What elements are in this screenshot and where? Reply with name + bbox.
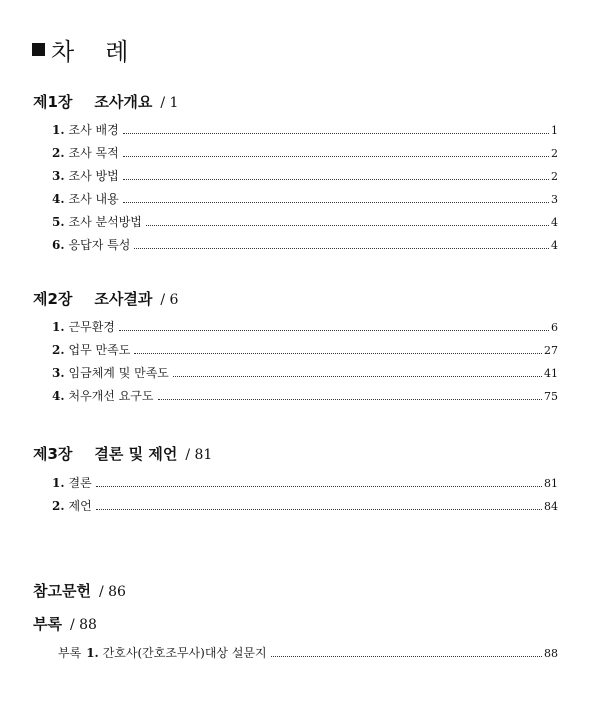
title-part2: 례 (105, 38, 130, 66)
section-page: / 1 (160, 95, 179, 111)
entry-page: 27 (544, 344, 558, 357)
dot-leader (173, 376, 542, 377)
dot-leader (158, 399, 543, 400)
entry-number: 1. (52, 320, 65, 334)
section-heading[interactable] (33, 580, 126, 601)
entry-text: 처우개선 요구도 (68, 389, 154, 403)
entry-text: 임금체계 및 만족도 (68, 366, 169, 380)
section-page: / 81 (185, 447, 213, 463)
dot-leader (96, 509, 542, 510)
entry-text: 조사 방법 (68, 169, 119, 183)
section-page: / 86 (98, 584, 126, 600)
toc-entry[interactable] (52, 236, 558, 252)
section-heading[interactable] (33, 443, 212, 464)
entry-page: 75 (544, 390, 558, 403)
entry-text: 응답자 특성 (68, 238, 131, 252)
entry-number: 3. (52, 366, 65, 380)
dot-leader (123, 179, 549, 180)
entry-number: 2. (52, 499, 65, 513)
entry-text: 조사 목적 (68, 146, 119, 160)
entry-page: 88 (544, 647, 558, 660)
entry-number: 3. (52, 169, 65, 183)
entry-number: 5. (52, 215, 65, 229)
section-heading[interactable] (33, 91, 178, 112)
dot-leader (123, 202, 549, 203)
entry-page: 3 (551, 193, 558, 206)
toc-entry[interactable] (52, 144, 558, 160)
section-title: 결론 및 제언 (94, 445, 178, 463)
toc-entry[interactable] (52, 387, 558, 403)
section-title: 조사개요 (94, 93, 153, 111)
toc-entry[interactable] (52, 121, 558, 137)
section-label: 제3장 (33, 445, 73, 463)
entry-page: 2 (551, 147, 558, 160)
entry-page: 4 (551, 216, 558, 229)
entry-number: 1. (52, 123, 65, 137)
dot-leader (271, 656, 542, 657)
entry-page: 41 (544, 367, 558, 380)
entry-text: 근무환경 (68, 320, 115, 334)
entry-text: 업무 만족도 (68, 343, 131, 357)
dot-leader (123, 133, 549, 134)
entry-page: 6 (551, 321, 558, 334)
toc-entry[interactable] (52, 213, 558, 229)
toc-entry[interactable] (52, 167, 558, 183)
section-heading[interactable] (33, 613, 97, 634)
dot-leader (96, 486, 542, 487)
dot-leader (146, 225, 549, 226)
entry-text: 조사 내용 (68, 192, 119, 206)
toc-entry[interactable] (58, 644, 558, 660)
entry-page: 1 (551, 124, 558, 137)
square-bullet-icon (32, 43, 45, 56)
toc-entry[interactable] (52, 474, 558, 490)
entry-page: 2 (551, 170, 558, 183)
toc-entry[interactable] (52, 190, 558, 206)
section-label: 제2장 (33, 290, 73, 308)
section-page: / 6 (160, 292, 179, 308)
entry-page: 4 (551, 239, 558, 252)
entry-number: 2. (52, 146, 65, 160)
entry-prefix: 부록 (58, 646, 82, 660)
dot-leader (134, 353, 542, 354)
dot-leader (134, 248, 549, 249)
entry-number: 4. (52, 192, 65, 206)
toc-entry[interactable] (52, 364, 558, 380)
entry-number: 1. (86, 646, 99, 660)
toc-entry[interactable] (52, 341, 558, 357)
section-title: 조사결과 (94, 290, 153, 308)
entry-text: 조사 분석방법 (68, 215, 142, 229)
entry-number: 6. (52, 238, 65, 252)
section-label: 부록 (33, 615, 62, 633)
entry-page: 81 (544, 477, 558, 490)
toc-entry[interactable] (52, 318, 558, 334)
section-label: 참고문헌 (33, 582, 91, 600)
section-page: / 88 (69, 617, 97, 633)
entry-text: 결론 (68, 476, 92, 490)
toc-title (32, 32, 129, 67)
toc-entry[interactable] (52, 497, 558, 513)
entry-number: 2. (52, 343, 65, 357)
dot-leader (123, 156, 549, 157)
entry-number: 4. (52, 389, 65, 403)
section-heading[interactable] (33, 288, 178, 309)
dot-leader (119, 330, 549, 331)
entry-page: 84 (544, 500, 558, 513)
title-part1: 차 (51, 38, 76, 66)
entry-number: 1. (52, 476, 65, 490)
entry-text: 제언 (68, 499, 92, 513)
entry-text: 조사 배경 (68, 123, 119, 137)
entry-text: 간호사(간호조무사)대상 설문지 (102, 646, 267, 660)
section-label: 제1장 (33, 93, 73, 111)
